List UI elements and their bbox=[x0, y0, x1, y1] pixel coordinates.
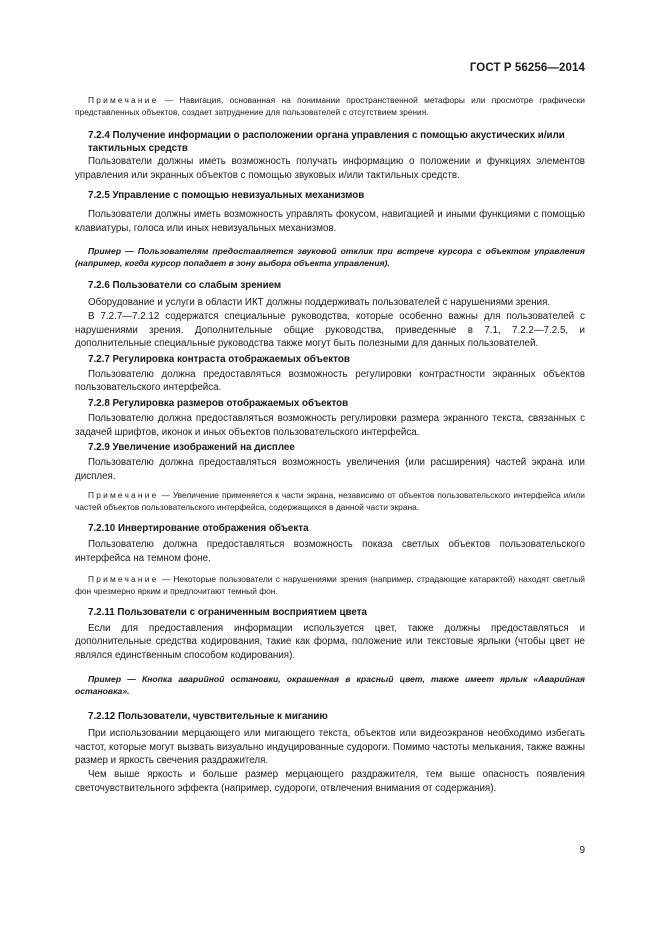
document-code: ГОСТ Р 56256—2014 bbox=[469, 62, 585, 74]
heading-7-2-7: 7.2.7 Регулировка контраста отображаемых объектов bbox=[88, 353, 350, 365]
paragraph-7-2-10: Пользователю должна предоставляться возможность показа светлых объектов пользовательского интерфейса на темном фоне. bbox=[75, 539, 585, 564]
heading-7-2-6: 7.2.6 Пользователи со слабым зрением bbox=[88, 280, 282, 292]
note-label: Примечание bbox=[88, 573, 159, 584]
note-7-2-9 bbox=[75, 489, 585, 513]
heading-7-2-4: 7.2.4 Получение информации о расположении органа управления с помощью акустических и/или тактильных средств bbox=[88, 130, 565, 154]
heading-7-2-8: 7.2.8 Регулировка размеров отображаемых объектов bbox=[88, 397, 349, 409]
paragraph-7-2-5: Пользователи должны иметь возможность управлять фокусом, навигацией и иными функциями с помощью клавиатуры, голоса или иных невизуальных механизмов. bbox=[75, 209, 585, 234]
page-number: 9 bbox=[579, 845, 585, 856]
note-label: Примечание bbox=[88, 95, 159, 105]
heading-7-2-10: 7.2.10 Инвертирование отображения объекта bbox=[88, 523, 309, 535]
paragraph-7-2-11: Если для предоставления информации используется цвет, также должны предоставляться и дополнительные средства кодирования, такие как форма, положение или текстовые ярлыки (чтобы цвет не являлся единственным способом кодирования). bbox=[75, 622, 585, 661]
paragraph-7-2-4: Пользователи должны иметь возможность получать информацию о положении и функциях элементов управления или экранных объектов с помощью звуковых и/или тактильных средств. bbox=[75, 156, 585, 181]
note-text: — Навигация, основанная на понимании пространственной метафоры или просмотре графически представленных объектов, создает затруднение для пользователей с отсутствием зрения. bbox=[75, 95, 585, 117]
paragraph-7-2-9: Пользователю должна предоставляться возможность увеличения (или расширения) частей экрана или дисплея. bbox=[75, 457, 585, 482]
paragraph-7-2-8: Пользователю должна предоставляться возможность регулировки размера экранного текста, связанных с задачей шрифтов, иконок и иных объектов пользовательского интерфейса. bbox=[75, 412, 585, 438]
example-7-2-11: Пример — Кнопка аварийной остановки, окрашенная в красный цвет, также имеет ярлык «Аварийная остановка». bbox=[75, 674, 585, 697]
paragraph-7-2-7: Пользователю должна предоставляться возможность регулировки контрастности экранных объектов пользовательского интерфейса. bbox=[75, 368, 585, 394]
example-7-2-5: Пример — Пользователям предоставляется звуковой отклик при встрече курсора с объектом управления (например, когда курсор попадает в зону выбора объекта управления). bbox=[75, 246, 585, 269]
note-label: Примечание bbox=[88, 490, 159, 501]
heading-7-2-5: 7.2.5 Управление с помощью невизуальных механизмов bbox=[88, 190, 365, 202]
note-text: — Некоторые пользователи с нарушениями зрения (например, страдающие катарактой) находят светлый фон чрезмерно ярким и предпочитают темный фон. bbox=[75, 573, 585, 596]
note-text: — Увеличение применяется к части экрана, независимо от объектов пользовательского интерфейса и/или частей объектов пользовательского интерфейса, содержащихся в данной части экрана. bbox=[75, 490, 585, 513]
document-body bbox=[75, 94, 585, 795]
paragraph-7-2-12-a: При использовании мерцающего или мигающего текста, объектов или видеоэкранов необходимо избегать частот, которые могут вызвать визуально индуцированные судороги. Помимо частоты мелькания, также важны размер и яркость свечения раздражителя. bbox=[75, 728, 585, 767]
heading-7-2-12: 7.2.12 Пользователи, чувствительные к миганию bbox=[88, 711, 328, 723]
heading-7-2-11: 7.2.11 Пользователи с ограниченным восприятием цвета bbox=[88, 606, 367, 618]
paragraph-7-2-6-b: В 7.2.7—7.2.12 содержатся специальные руководства, которые особенно важны для пользователей с нарушениями зрения. Дополнительные общие руководства, приведенные в 7.1, 7.2.2—7.2.5, и дополнительные специальные руководства также могут быть полезными для данных пользователей. bbox=[75, 310, 585, 350]
heading-7-2-9: 7.2.9 Увеличение изображений на дисплее bbox=[88, 442, 295, 454]
paragraph-7-2-6-a: Оборудование и услуги в области ИКТ должны поддерживать пользователей с нарушениями зрения. bbox=[88, 297, 551, 309]
paragraph-7-2-12-b: Чем выше яркость и больше размер мерцающего раздражителя, тем выше опасность появления светочувствительного эффекта (например, судороги, отвлечения внимания от содержания). bbox=[75, 769, 585, 794]
note-7-2-10 bbox=[75, 573, 585, 597]
note-navigation bbox=[75, 94, 585, 118]
